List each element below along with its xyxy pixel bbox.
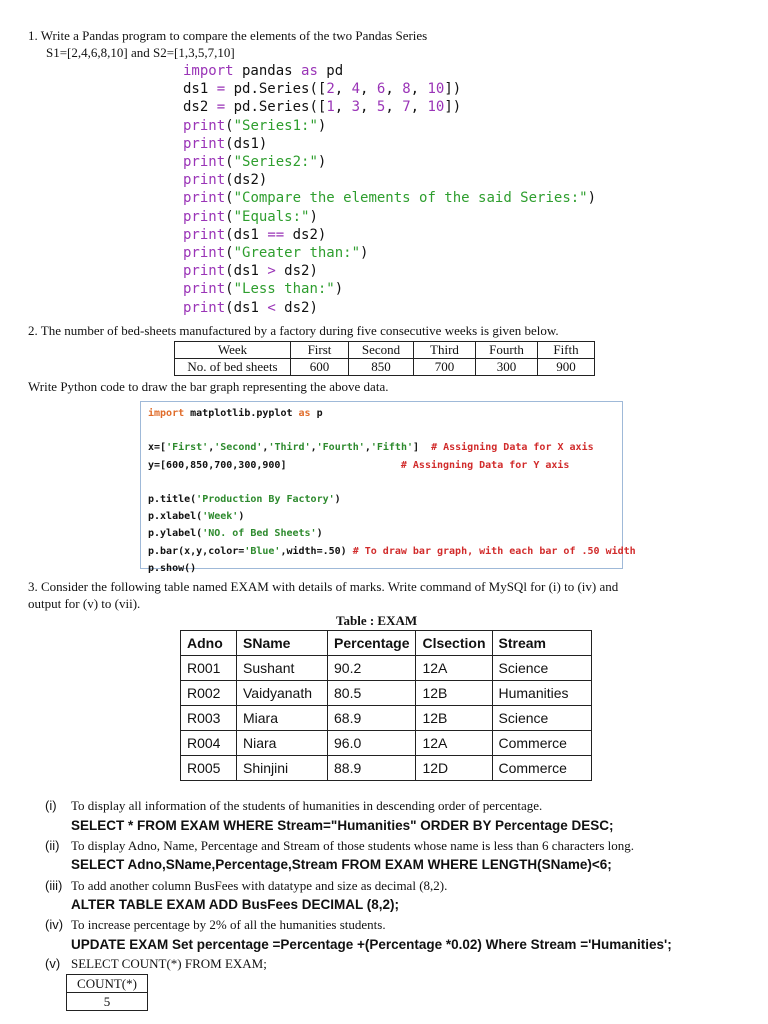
code-token: print bbox=[183, 245, 226, 262]
item-number: (v) bbox=[45, 956, 61, 971]
table-cell: Miara bbox=[237, 706, 328, 731]
table-cell: 12B bbox=[416, 681, 492, 706]
q1-line1: 1. Write a Pandas program to compare the elements of the two Pandas Series bbox=[28, 28, 428, 43]
table-cell: Science bbox=[492, 706, 591, 731]
table-cell: 88.9 bbox=[328, 756, 416, 781]
code-token: y=[600,850,700,300,900] bbox=[148, 459, 401, 471]
table-cell: R001 bbox=[181, 656, 237, 681]
code-line bbox=[183, 135, 596, 153]
code-token: , bbox=[310, 442, 317, 454]
table-row bbox=[181, 731, 592, 756]
code-token: , bbox=[385, 99, 403, 116]
code-line bbox=[183, 153, 596, 171]
column-header: SName bbox=[237, 631, 328, 656]
table-row bbox=[181, 756, 592, 781]
code-token: ) bbox=[334, 281, 344, 298]
code-token: pandas bbox=[233, 63, 302, 79]
code-token: = bbox=[216, 99, 226, 116]
table-cell: Niara bbox=[237, 731, 328, 756]
column-header: Percentage bbox=[328, 631, 416, 656]
exam-table bbox=[180, 630, 592, 781]
code-token: 4 bbox=[351, 81, 361, 98]
table-cell: Week bbox=[175, 342, 291, 359]
table-cell: 12A bbox=[416, 656, 492, 681]
table-cell: R005 bbox=[181, 756, 237, 781]
code-line bbox=[183, 62, 596, 80]
code-token: "Series1:" bbox=[233, 117, 318, 134]
item-number: (iii) bbox=[45, 878, 63, 893]
q2-instruction: Write Python code to draw the bar graph representing the above data. bbox=[28, 379, 389, 394]
code-token: print bbox=[183, 281, 226, 298]
code-token: x=[ bbox=[148, 442, 167, 454]
code-token: ) bbox=[587, 190, 597, 207]
code-token: p.ylabel( bbox=[148, 528, 203, 540]
code-line bbox=[183, 262, 596, 280]
code-token: import bbox=[183, 63, 234, 79]
bedsheet-table bbox=[174, 341, 595, 376]
code-line bbox=[148, 474, 636, 491]
table-cell: Second bbox=[349, 342, 414, 359]
table-cell: 12B bbox=[416, 706, 492, 731]
code-token: (ds1) bbox=[225, 135, 268, 152]
code-token: ]) bbox=[444, 99, 462, 116]
code-token: p.title( bbox=[148, 494, 197, 506]
code-token: ( bbox=[225, 208, 234, 225]
code-token: > bbox=[267, 263, 276, 280]
code-token: ( bbox=[225, 245, 234, 262]
code-token: ds1 bbox=[183, 81, 217, 98]
code-token: "Less than:" bbox=[233, 281, 335, 298]
item-answer: ALTER TABLE EXAM ADD BusFees DECIMAL (8,2); bbox=[71, 897, 400, 912]
code-line bbox=[183, 280, 596, 298]
code-line bbox=[183, 244, 596, 262]
table-cell: No. of bed sheets bbox=[175, 359, 291, 376]
code-token: p.show() bbox=[148, 562, 197, 574]
exam-header-row bbox=[181, 631, 592, 656]
item-question: To display all information of the students of humanities in descending order of percentage. bbox=[71, 798, 543, 813]
code-token: ) bbox=[317, 117, 327, 134]
q2-intro: 2. The number of bed-sheets manufactured by a factory during five consecutive weeks is given below. bbox=[28, 323, 559, 338]
code-line bbox=[148, 439, 636, 456]
code-line bbox=[183, 226, 596, 244]
code-line bbox=[183, 98, 596, 116]
table-cell: Shinjini bbox=[237, 756, 328, 781]
code-line bbox=[183, 299, 596, 317]
table-cell: Sushant bbox=[237, 656, 328, 681]
table-cell: 96.0 bbox=[328, 731, 416, 756]
count-value: 5 bbox=[67, 993, 148, 1011]
code-token: 10 bbox=[427, 81, 445, 98]
code-token: ( bbox=[225, 281, 234, 298]
code-token: 7 bbox=[402, 99, 411, 116]
code-token: , bbox=[208, 442, 215, 454]
table-row bbox=[181, 706, 592, 731]
code-token: print bbox=[183, 117, 226, 134]
table-cell: Humanities bbox=[492, 681, 591, 706]
column-header: Stream bbox=[492, 631, 591, 656]
code-token: ) bbox=[309, 208, 318, 225]
code-token: , bbox=[360, 99, 377, 116]
code-token: as bbox=[298, 408, 311, 419]
table-cell: Commerce bbox=[492, 731, 591, 756]
code-line bbox=[148, 508, 636, 525]
code-line bbox=[183, 117, 596, 135]
code-token: as bbox=[301, 63, 318, 79]
item-number: (ii) bbox=[45, 838, 60, 853]
code-line bbox=[183, 208, 596, 226]
q2-code-block bbox=[148, 405, 636, 577]
code-token: = bbox=[216, 81, 226, 98]
code-token: ] bbox=[413, 442, 432, 454]
item-answer: SELECT Adno,SName,Percentage,Stream FROM EXAM WHERE LENGTH(SName)<6; bbox=[71, 857, 612, 872]
item-answer: SELECT * FROM EXAM WHERE Stream="Humanities" ORDER BY Percentage DESC; bbox=[71, 818, 614, 833]
code-line bbox=[148, 525, 636, 542]
code-line bbox=[148, 560, 636, 577]
code-token: print bbox=[183, 154, 226, 171]
q1-line2: S1=[2,4,6,8,10] and S2=[1,3,5,7,10] bbox=[46, 45, 235, 60]
code-token: ( bbox=[225, 117, 234, 134]
code-token: print bbox=[183, 299, 226, 316]
count-header: COUNT(*) bbox=[67, 975, 148, 993]
code-token: ds2 bbox=[183, 99, 217, 116]
code-token: (ds2) bbox=[225, 172, 268, 189]
code-token: print bbox=[183, 190, 226, 207]
code-token: 8 bbox=[402, 81, 411, 98]
code-token: p bbox=[310, 408, 323, 419]
code-token: pd bbox=[317, 63, 344, 79]
code-token: p.bar(x,y,color= bbox=[148, 545, 245, 557]
table-row bbox=[181, 681, 592, 706]
table-cell: Science bbox=[492, 656, 591, 681]
code-token: 'First' bbox=[166, 442, 209, 454]
table-cell: 600 bbox=[291, 359, 349, 376]
table-cell: Fourth bbox=[476, 342, 538, 359]
code-token: == bbox=[267, 226, 285, 243]
table-cell: 12D bbox=[416, 756, 492, 781]
code-token: , bbox=[410, 99, 428, 116]
code-token: "Equals:" bbox=[233, 208, 310, 225]
code-line bbox=[148, 457, 636, 474]
table-cell: First bbox=[291, 342, 349, 359]
code-line bbox=[183, 171, 596, 189]
code-token: 'Blue' bbox=[244, 545, 281, 557]
code-line bbox=[148, 405, 636, 422]
column-header: Adno bbox=[181, 631, 237, 656]
code-token: , bbox=[334, 81, 352, 98]
code-token: 'Third' bbox=[268, 442, 311, 454]
code-token: # To draw bar graph, with each bar of .50 width bbox=[352, 545, 636, 557]
table-cell: 12A bbox=[416, 731, 492, 756]
count-result-table bbox=[66, 974, 148, 1011]
code-token: ) bbox=[360, 245, 369, 262]
code-token: ( bbox=[225, 154, 234, 171]
code-token: 'Fifth' bbox=[370, 442, 413, 454]
code-token: "Greater than:" bbox=[233, 245, 361, 262]
code-token: (ds1 bbox=[225, 226, 268, 243]
q2-code-box bbox=[140, 401, 636, 574]
code-token: 5 bbox=[376, 99, 386, 116]
code-token: 2 bbox=[326, 81, 335, 98]
code-token: ]) bbox=[444, 81, 462, 98]
item-number: (i) bbox=[45, 798, 57, 813]
table-cell: Fifth bbox=[538, 342, 595, 359]
code-line bbox=[148, 422, 636, 439]
code-token: # Assigning Data for X axis bbox=[431, 442, 594, 454]
code-token: 'Production By Factory' bbox=[196, 494, 335, 506]
item-answer: UPDATE EXAM Set percentage =Percentage +(Percentage *0.02) Where Stream ='Humanities'; bbox=[71, 937, 672, 952]
code-token: (ds1 bbox=[225, 263, 268, 280]
code-token: ds2) bbox=[284, 226, 327, 243]
table-cell: 90.2 bbox=[328, 656, 416, 681]
table-cell: Commerce bbox=[492, 756, 591, 781]
code-token: 3 bbox=[351, 99, 361, 116]
table-cell: Vaidyanath bbox=[237, 681, 328, 706]
code-token: ds2) bbox=[275, 299, 318, 316]
code-token: import bbox=[148, 408, 185, 419]
code-token: p.xlabel( bbox=[148, 511, 203, 523]
code-token: print bbox=[183, 208, 226, 225]
code-token: 'Second' bbox=[214, 442, 263, 454]
code-token: # Assingning Data for Y axis bbox=[400, 459, 570, 471]
code-token: < bbox=[267, 299, 276, 316]
code-token: ) bbox=[316, 528, 323, 540]
code-token: 6 bbox=[376, 81, 386, 98]
bedsheet-header-row bbox=[175, 342, 595, 359]
item-question: To display Adno, Name, Percentage and Stream of those students whose name is less than 6 characters long. bbox=[71, 838, 635, 853]
exam-table-title: Table : EXAM bbox=[336, 613, 418, 628]
item-question: To increase percentage by 2% of all the humanities students. bbox=[71, 917, 386, 932]
code-token: , bbox=[360, 81, 377, 98]
code-token: ,width=.50) bbox=[280, 545, 353, 557]
code-token: ( bbox=[225, 190, 234, 207]
code-token: , bbox=[262, 442, 269, 454]
code-token: ) bbox=[334, 494, 341, 506]
code-token: matplotlib.pyplot bbox=[184, 408, 299, 419]
code-token: print bbox=[183, 226, 226, 243]
code-token: (ds1 bbox=[225, 299, 268, 316]
table-row bbox=[181, 656, 592, 681]
code-token: 'Week' bbox=[202, 511, 239, 523]
code-token: 'NO. of Bed Sheets' bbox=[202, 528, 317, 540]
item-question: To add another column BusFees with datatype and size as decimal (8,2). bbox=[71, 878, 448, 893]
code-token: pd.Series([ bbox=[225, 81, 327, 98]
table-cell: 300 bbox=[476, 359, 538, 376]
table-cell: R002 bbox=[181, 681, 237, 706]
code-token: , bbox=[385, 81, 403, 98]
table-cell: 900 bbox=[538, 359, 595, 376]
item-number: (iv) bbox=[45, 917, 64, 932]
code-token: print bbox=[183, 172, 226, 189]
bedsheet-data-row bbox=[175, 359, 595, 376]
code-line bbox=[148, 543, 636, 560]
code-token: 1 bbox=[326, 99, 335, 116]
code-token: , bbox=[410, 81, 428, 98]
code-token: print bbox=[183, 135, 226, 152]
code-token: 10 bbox=[427, 99, 445, 116]
table-cell: 850 bbox=[349, 359, 414, 376]
table-cell: Third bbox=[414, 342, 476, 359]
q3-line2: output for (v) to (vii). bbox=[28, 596, 141, 611]
code-token: print bbox=[183, 263, 226, 280]
code-line bbox=[183, 80, 596, 98]
table-cell: 80.5 bbox=[328, 681, 416, 706]
code-token: "Compare the elements of the said Series:" bbox=[233, 190, 588, 207]
code-token: , bbox=[364, 442, 371, 454]
code-token: pd.Series([ bbox=[225, 99, 327, 116]
code-line bbox=[183, 189, 596, 207]
item-question: SELECT COUNT(*) FROM EXAM; bbox=[71, 956, 267, 971]
q1-code-block bbox=[183, 62, 596, 317]
code-line bbox=[148, 491, 636, 508]
code-token: ) bbox=[238, 511, 245, 523]
table-cell: 700 bbox=[414, 359, 476, 376]
q3-line1: 3. Consider the following table named EXAM with details of marks. Write command of MySQl for (i) to (iv) and bbox=[28, 579, 619, 594]
code-token: , bbox=[334, 99, 352, 116]
code-token: 'Fourth' bbox=[316, 442, 365, 454]
table-cell: 68.9 bbox=[328, 706, 416, 731]
code-token: ds2) bbox=[275, 263, 318, 280]
column-header: Clsection bbox=[416, 631, 492, 656]
code-token: "Series2:" bbox=[233, 154, 318, 171]
table-cell: R003 bbox=[181, 706, 237, 731]
code-token: ) bbox=[317, 154, 327, 171]
table-cell: R004 bbox=[181, 731, 237, 756]
